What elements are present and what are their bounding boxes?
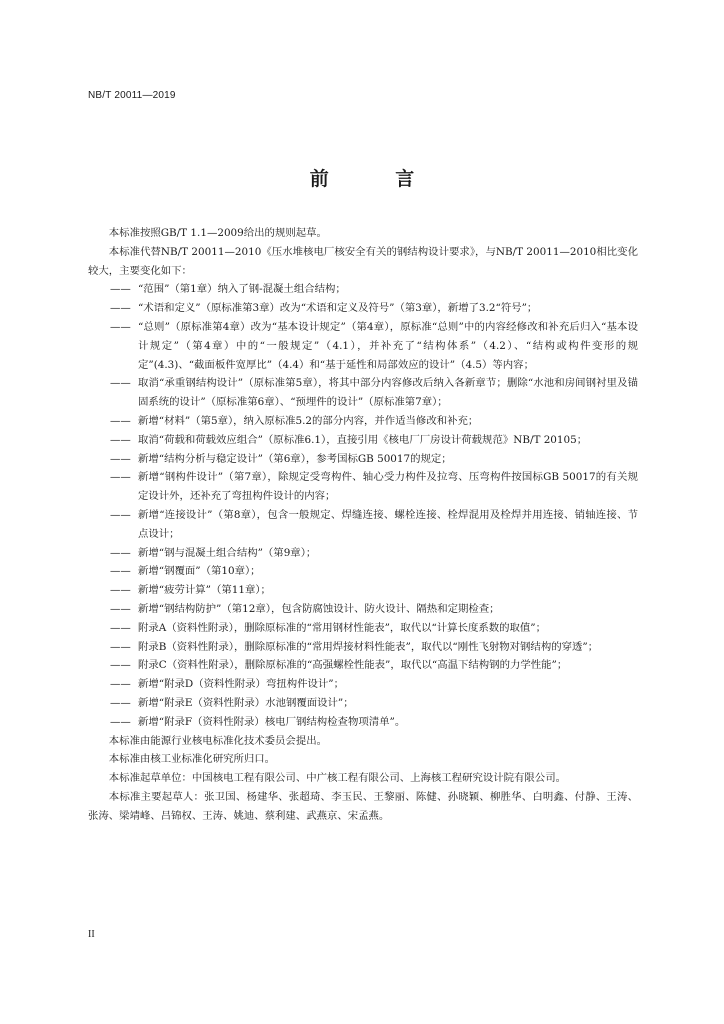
list-item-text: 新增“疲劳计算”（第11章）； bbox=[138, 584, 271, 597]
dash-marker: —— bbox=[110, 302, 131, 315]
standard-code: NB/T 20011—2019 bbox=[88, 90, 176, 101]
dash-marker: —— bbox=[110, 320, 131, 333]
list-item-text: 新增“连接设计”（第8章），包含一般规定、焊缝连接、螺栓连接、栓焊混用及栓焊并用连接、销轴连接、节点设计； bbox=[138, 508, 638, 540]
list-item-text: 取消“荷载和荷载效应组合”（原标准6.1），直接引用《核电厂厂房设计荷载规范》NB/T 20105； bbox=[138, 433, 588, 446]
list-item-text: “术语和定义”（原标准第3章）改为“术语和定义及符号”（第3章），新增了3.2“符号”； bbox=[138, 302, 538, 315]
dash-marker: —— bbox=[110, 565, 131, 578]
list-item bbox=[88, 562, 638, 581]
list-item bbox=[88, 694, 638, 713]
list-item-text: 新增“钢结构防护”（第12章），包含防腐蚀设计、防火设计、隔热和定期检查； bbox=[138, 602, 500, 615]
list-item-text: 新增“钢覆面”（第10章）； bbox=[138, 565, 261, 578]
page-title: 前 言 bbox=[309, 168, 445, 190]
dash-marker: —— bbox=[110, 283, 131, 296]
list-item bbox=[88, 450, 638, 469]
list-item bbox=[88, 544, 638, 563]
list-item bbox=[88, 318, 638, 374]
list-item-text: 新增“结构分析与稳定设计”（第6章），参考国标GB 50017的规定； bbox=[138, 452, 452, 465]
list-item bbox=[88, 506, 638, 544]
list-item-text: 取消“承重钢结构设计”（原标准第5章），将其中部分内容修改后纳入各新章节；删除“水池和房间钢衬里及锚固系统的设计”（原标准第6章）、“预埋件的设计”（原标准第7章）； bbox=[138, 377, 638, 409]
paragraph: 本标准由能源行业核电标准化技术委员会提出。 bbox=[108, 734, 327, 747]
dash-marker: —— bbox=[110, 602, 131, 615]
page-number: II bbox=[88, 929, 95, 940]
dash-marker: —— bbox=[110, 414, 131, 427]
list-item-text: 新增“附录F（资料性附录）核电厂钢结构检查物项清单”。 bbox=[138, 715, 406, 728]
list-item-text: “范围”（第1章）纳入了钢-混凝土组合结构； bbox=[138, 283, 346, 296]
list-item-text: “总则”（原标准第4章）改为“基本设计规定”（第4章），原标准“总则”中的内容经修改和补充后归入“基本设计规定”（第4章）中的“一般规定”（4.1），并补充了“结构体系”（4.2）、“结构或构件变形的规定”(4.3)、“截面板件宽厚比”（4.4）和“基于延性和局部效应的设计”（4.5）等内容； bbox=[138, 320, 638, 371]
list-item bbox=[88, 299, 638, 318]
list-item-text: 新增“钢与混凝土组合结构”（第9章）； bbox=[138, 546, 317, 559]
dash-marker: —— bbox=[110, 640, 131, 653]
foreword-body bbox=[88, 224, 638, 826]
list-item-text: 新增“钢构件设计”（第7章），除规定受弯构件、轴心受力构件及拉弯、压弯构件按国标GB 50017的有关规定设计外，还补充了弯扭构件设计的内容； bbox=[138, 471, 638, 503]
list-item bbox=[88, 280, 638, 299]
list-item bbox=[88, 581, 638, 600]
list-item bbox=[88, 468, 638, 506]
list-item bbox=[88, 412, 638, 431]
dash-marker: —— bbox=[110, 696, 131, 709]
list-item bbox=[88, 656, 638, 675]
list-item-text: 附录C（资料性附录），删除原标准的“高强螺栓性能表”，取代以“高温下结构钢的力学性能”； bbox=[138, 659, 568, 672]
dash-marker: —— bbox=[110, 678, 131, 691]
list-item bbox=[88, 431, 638, 450]
dash-marker: —— bbox=[110, 546, 131, 559]
paragraph: 本标准主要起草人：张卫国、杨建华、张超琦、李玉民、王黎丽、陈健、孙晓颖、柳胜华、白明鑫、付静、王涛、张涛、梁靖峰、吕锦权、王涛、姚迪、蔡利建、武燕京、宋孟燕。 bbox=[88, 790, 638, 822]
list-item-text: 附录A（资料性附录），删除原标准的“常用钢材性能表”，取代以“计算长度系数的取值”； bbox=[138, 621, 547, 634]
list-item bbox=[88, 619, 638, 638]
list-item-text: 新增“附录E（资料性附录）水池钢覆面设计”； bbox=[138, 696, 354, 709]
list-item bbox=[88, 638, 638, 657]
paragraph: 本标准由核工业标准化研究所归口。 bbox=[108, 753, 276, 766]
dash-marker: —— bbox=[110, 508, 131, 521]
dash-marker: —— bbox=[110, 377, 131, 390]
list-item bbox=[88, 600, 638, 619]
dash-marker: —— bbox=[110, 433, 131, 446]
dash-marker: —— bbox=[110, 584, 131, 597]
dash-marker: —— bbox=[110, 471, 131, 484]
list-item-text: 新增“附录D（资料性附录）弯扭构件设计”； bbox=[138, 678, 344, 691]
paragraph: 本标准起草单位：中国核电工程有限公司、中广核工程有限公司、上海核工程研究设计院有限公司。 bbox=[108, 772, 566, 785]
list-item bbox=[88, 374, 638, 412]
paragraph: 本标准按照GB/T 1.1—2009给出的规则起草。 bbox=[108, 227, 327, 239]
list-item bbox=[88, 675, 638, 694]
list-item-text: 新增“材料”（第5章），纳入原标准5.2的部分内容，并作适当修改和补充； bbox=[138, 414, 479, 427]
paragraph: 本标准代替NB/T 20011—2010《压水堆核电厂核安全有关的钢结构设计要求》，与NB/T 20011—2010相比变化较大，主要变化如下： bbox=[88, 245, 638, 277]
dash-marker: —— bbox=[110, 452, 131, 465]
list-item bbox=[88, 713, 638, 732]
list-item-text: 附录B（资料性附录），删除原标准的“常用焊接材料性能表”，取代以“刚性飞射物对钢结构的穿透”； bbox=[138, 640, 599, 653]
dash-marker: —— bbox=[110, 715, 131, 728]
dash-marker: —— bbox=[110, 659, 131, 672]
dash-marker: —— bbox=[110, 621, 131, 634]
